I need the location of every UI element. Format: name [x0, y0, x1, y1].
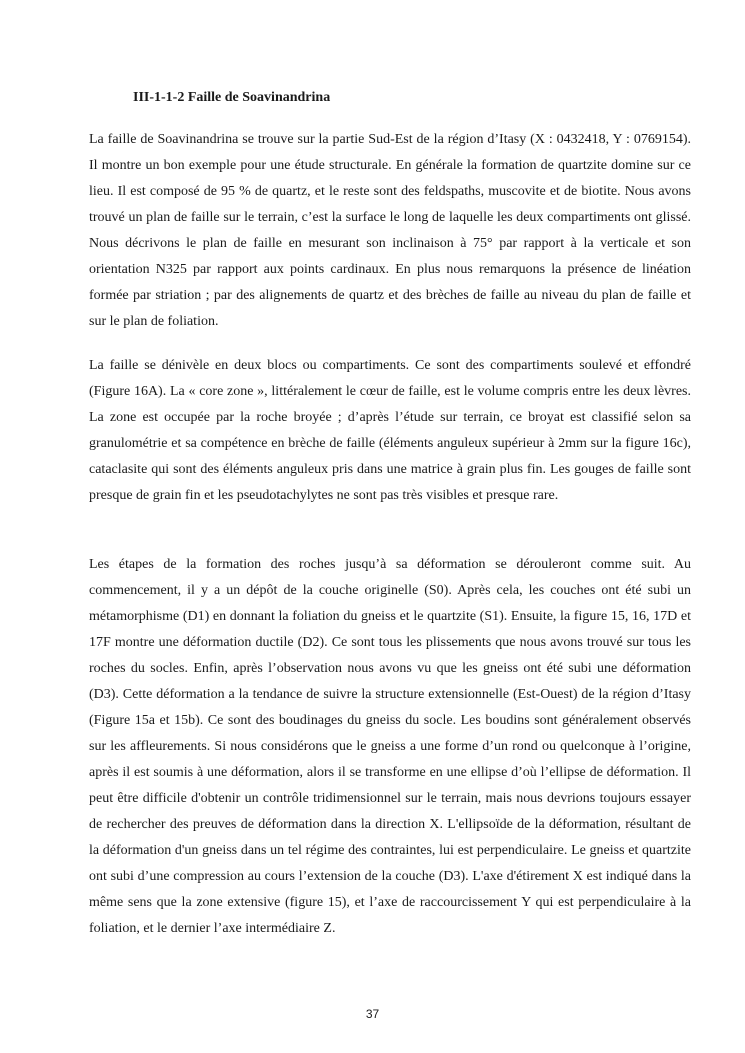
paragraph-fault-compartments: La faille se dénivèle en deux blocs ou compartiments. Ce sont des compartiments soulevé et effondré (Figure 16A). La « core zone », littéralement le cœur de faille, est le volume compris entre les deux lèvres. La zone est occupée par la roche broyée ; d’après l’étude sur terrain, ce broyat est classifié selon sa granulométrie et sa compétence en brèche de faille (éléments anguleux supérieur à 2mm sur la figure 16c), cataclasite qui sont des éléments anguleux pris dans une matrice à grain plus fin. Les gouges de faille sont presque de grain fin et les pseudotachylytes ne sont pas très visibles et presque rare. [89, 358, 691, 503]
section-heading: III-1-1-2 Faille de Soavinandrina [133, 90, 331, 105]
paragraph-fault-description: La faille de Soavinandrina se trouve sur la partie Sud-Est de la région d’Itasy (X : 0432418, Y : 0769154). Il montre un bon exemple pour une étude structurale. En générale la formation de quartzite domine sur ce lieu. Il est composé de 95 % de quartz, et le reste sont des feldspaths, muscovite et de biotite. Nous avons trouvé un plan de faille sur le terrain, c’est la surface le long de laquelle les deux compartiments ont glissé. Nous décrivons le plan de faille en mesurant son inclinaison à 75° par rapport à la verticale et son orientation N325 par rapport aux points cardinaux. En plus nous remarquons la présence de linéation formée par striation ; par des alignements de quartz et des brèches de faille au niveau du plan de faille et sur le plan de foliation. [89, 132, 691, 329]
page-number: 37 [365, 1007, 380, 1021]
paragraph-deformation-stages: Les étapes de la formation des roches jusqu’à sa déformation se dérouleront comme suit. Au commencement, il y a un dépôt de la couche originelle (S0). Après cela, les couches ont été subi un métamorphisme (D1) en donnant la foliation du gneiss et le quartzite (S1). Ensuite, la figure 15, 16, 17D et 17F montre une déformation ductile (D2). Ce sont tous les plissements que nous avons trouvé sur tous les roches du socles. Enfin, après l’observation nous avons vu que les gneiss ont été subi une déformation (D3). Cette déformation a la tendance de suivre la structure extensionnelle (Est-Ouest) de la région d’Itasy (Figure 15a et 15b). Ce sont des boudinages du gneiss du socle. Les boudins sont généralement observés sur les affleurements. Si nous considérons que le gneiss a une forme d’un rond ou quelconque à l’origine, après il est soumis à une déformation, alors il se transforme en une ellipse d’où l’ellipse de déformation. Il peut être difficile d'obtenir un contrôle tridimensionnel sur le terrain, mais nous devrions toujours essayer de rechercher des preuves de déformation dans la direction X. L'ellipsoïde de la déformation, résultant de la déformation d'un gneiss dans un tel régime des contraintes, lui est perpendiculaire. Le gneiss et quartzite ont subi d’une compression au cours l’extension de la couche (D3). L'axe d'étirement X est indiqué dans la même sens que la zone extensive (figure 15), et l’axe de raccourcissement Y qui est perpendiculaire à la foliation, et le dernier l’axe intermédiaire Z. [89, 557, 691, 936]
